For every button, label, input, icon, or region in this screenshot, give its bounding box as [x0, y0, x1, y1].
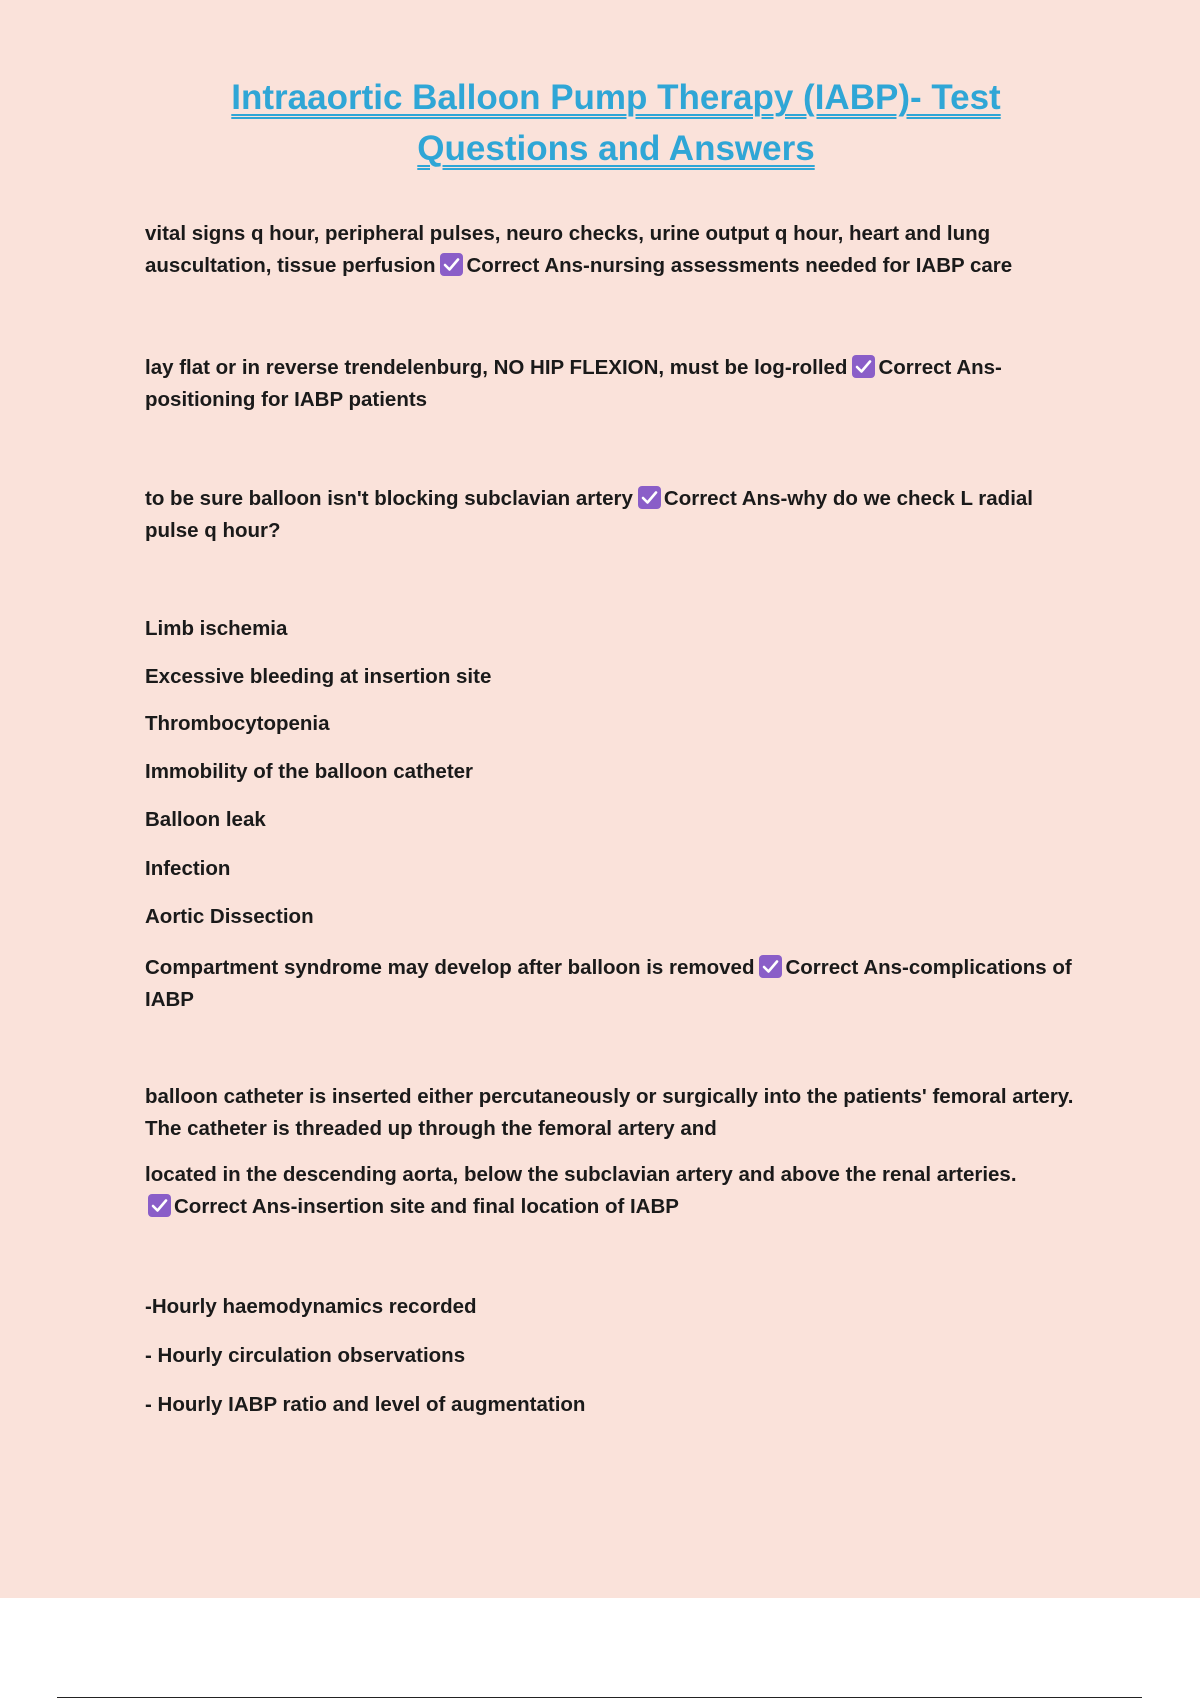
checkbox-checked-icon	[638, 486, 661, 509]
answer-text: Correct Ans-complications of IABP	[145, 956, 1072, 1011]
document-title: Intraaortic Balloon Pump Therapy (IABP)- Test Questions and Answers	[231, 78, 1001, 168]
question-text: vital signs q hour, peripheral pulses, neuro checks, urine output q hour, heart and lung auscultation, tissue perfusion	[145, 222, 991, 277]
checkbox-checked-icon	[852, 355, 875, 378]
question-text: to be sure balloon isn't blocking subclavian artery	[145, 487, 633, 510]
insertion-paragraph-1: balloon catheter is inserted either percutaneously or surgically into the patients' femoral artery. The catheter is threaded up through the femoral artery and	[145, 1085, 1074, 1140]
complication-item: Balloon leak	[145, 808, 266, 831]
hourly-item: - Hourly IABP ratio and level of augmentation	[145, 1393, 586, 1416]
complications-answer-block	[145, 952, 1085, 1016]
complication-item: Excessive bleeding at insertion site	[145, 665, 492, 688]
hourly-item: - Hourly circulation observations	[145, 1344, 466, 1367]
qa-block-2	[145, 352, 1085, 416]
footer-divider	[57, 1697, 1142, 1698]
complication-item: Aortic Dissection	[145, 905, 314, 928]
qa-block-1	[145, 218, 1085, 282]
complication-item: Thrombocytopenia	[145, 712, 330, 735]
insertion-paragraph-2: located in the descending aorta, below the subclavian artery and above the renal arteries.	[145, 1163, 1017, 1186]
checkbox-checked-icon	[759, 955, 782, 978]
hourly-item: -Hourly haemodynamics recorded	[145, 1295, 477, 1318]
checkbox-checked-icon	[148, 1194, 171, 1217]
complication-item: Compartment syndrome may develop after balloon is removed	[145, 956, 755, 979]
complication-item: Infection	[145, 857, 231, 880]
answer-text: Correct Ans-positioning for IABP patients	[145, 356, 1002, 411]
answer-text: Correct Ans-why do we check L radial pulse q hour?	[145, 487, 1034, 542]
answer-text: Correct Ans-nursing assessments needed for IABP care	[466, 254, 1013, 277]
insertion-answer-block	[145, 1159, 1085, 1223]
question-text: lay flat or in reverse trendelenburg, NO HIP FLEXION, must be log-rolled	[145, 356, 848, 379]
complication-item: Limb ischemia	[145, 617, 288, 640]
checkbox-checked-icon	[440, 253, 463, 276]
complication-item: Immobility of the balloon catheter	[145, 760, 474, 783]
answer-text: Correct Ans-insertion site and final location of IABP	[174, 1195, 679, 1218]
qa-block-3	[145, 483, 1085, 547]
